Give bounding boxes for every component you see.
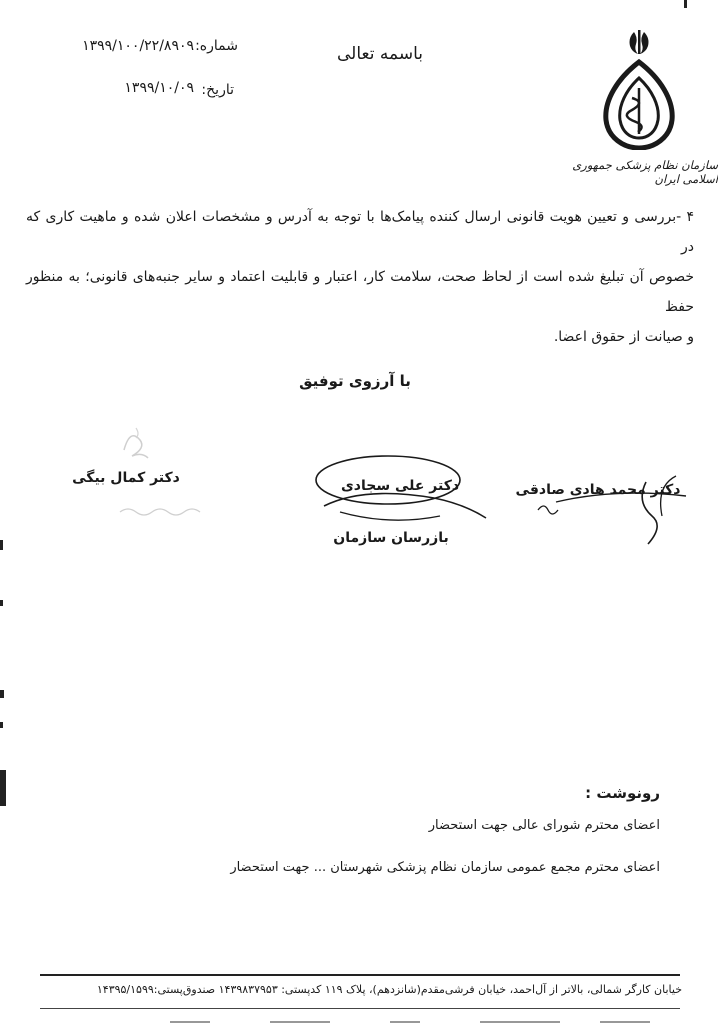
copies-title: رونوشت : — [585, 784, 660, 802]
number-label: شماره: — [195, 38, 238, 54]
letter-number: ۱۳۹۹/۱۰۰/۲۲/۸۹۰۹ — [82, 38, 194, 54]
medical-council-logo — [598, 28, 680, 150]
letter-date: ۱۳۹۹/۱۰/۰۹ — [124, 80, 194, 96]
scan-mark — [0, 600, 3, 606]
scan-mark — [684, 0, 687, 8]
copy-recipient: اعضای محترم مجمع عمومی سازمان نظام پزشکی شهرستان ... جهت استحضار — [230, 860, 660, 875]
footer-cut-marks — [150, 1014, 670, 1024]
body-line: خصوص آن تبلیغ شده است از لحاظ صحت، سلامت کار، اعتبار و قابلیت اعتماد و سایر جنبه‌های قانونی؛ به منظور حفظ — [26, 269, 694, 315]
body-line: و صیانت از حقوق اعضا. — [553, 329, 694, 345]
signature-mohammad-hadi-sadeghi — [516, 462, 696, 552]
faint-scribble-left — [116, 500, 206, 520]
closing-phrase: با آرزوی توفیق — [299, 372, 411, 390]
footer-cut-text — [150, 1014, 670, 1024]
emblem-icon — [630, 30, 649, 54]
footer-rule-bottom — [40, 1008, 680, 1009]
footer-address: خیابان کارگر شمالی، بالاتر از آل‌احمد، خیابان فرشی‌مقدم(شانزدهم)، پلاک ۱۱۹ کدپستی: ۱۴۳۹۸۳۷۹۵۳ صندوق‌پستی:۱۴۳۹۵/۱۵۹۹ — [96, 983, 682, 996]
inspectors-title: بازرسان سازمان — [333, 530, 449, 546]
signer-kamal-beigi: دکتر کمال بیگی — [72, 470, 180, 486]
body-line: ۴ -بررسی و تعیین هویت قانونی ارسال کننده پیامک‌ها با توجه به آدرس و مشخصات اعلان شده و ماهیت کاری که در — [26, 209, 694, 255]
footer-rule — [40, 974, 680, 976]
scan-mark — [0, 770, 6, 806]
organization-name: سازمان نظام پزشکی جمهوری اسلامی ایران — [572, 158, 718, 186]
copy-recipient: اعضای محترم شورای عالی جهت استحضار — [428, 818, 660, 833]
date-label: تاریخ: — [201, 82, 234, 98]
signer-mohammad-hadi-sadeghi: دکتر محمد هادی صادقی — [515, 482, 681, 498]
scan-mark — [0, 540, 3, 550]
signer-ali-sajjadi: دکتر علی سجادی — [340, 478, 460, 494]
basmala-heading: باسمه تعالی — [337, 44, 423, 64]
scan-mark — [0, 690, 4, 698]
scan-mark — [0, 722, 3, 728]
faint-signature-left — [106, 420, 166, 468]
letter-body — [26, 202, 694, 352]
